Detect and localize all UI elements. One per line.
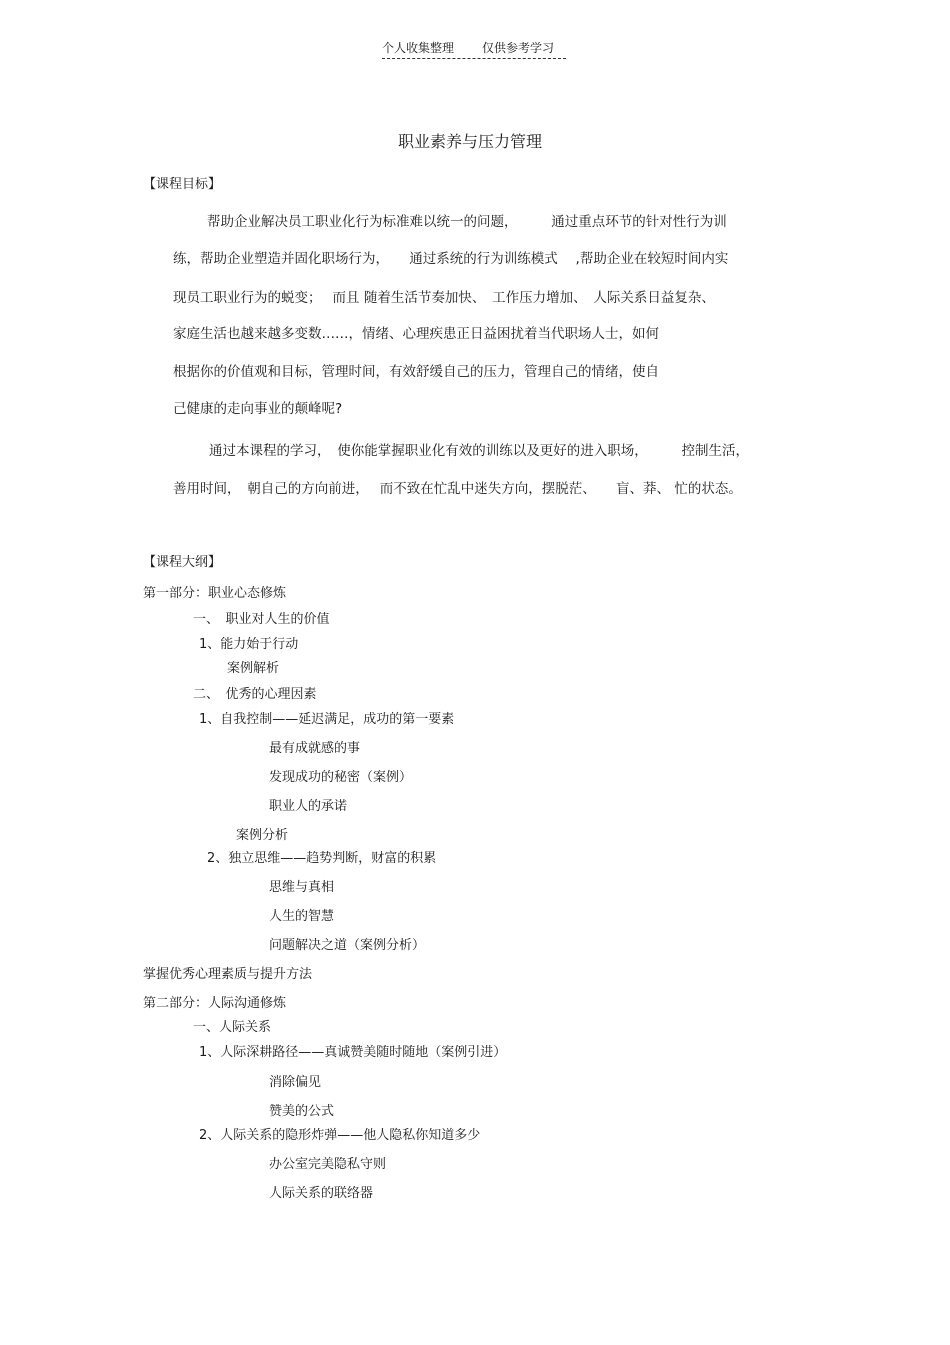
objectives-line: 善用时间， 朝自己的方向前进， 而不致在忙乱中迷失方向，摆脱茫、 盲、莽、 忙的状态。 (173, 481, 742, 497)
header-left-text: 个人收集整理 (382, 41, 455, 55)
outline-part: 第一部分：职业心态修炼 (143, 586, 287, 601)
document-title: 职业素养与压力管理 (397, 132, 542, 151)
objectives-line: 练，帮助企业塑造并固化职场行为， 通过系统的行为训练模式 ,帮助企业在较短时间内实 (173, 251, 729, 267)
outline-subitem: 办公室完美隐私守则 (269, 1157, 387, 1172)
outline-subitem: 案例分析 (236, 828, 289, 843)
outline-item: 2、独立思维——趋势判断，财富的积累 (207, 851, 437, 866)
outline-subitem: 最有成就感的事 (269, 741, 361, 756)
outline-subitem: 人生的智慧 (269, 909, 335, 924)
objectives-line: 帮助企业解决员工职业化行为标准难以统一的问题， 通过重点环节的针对性行为训 (207, 214, 727, 230)
outline-subitem: 案例解析 (227, 661, 280, 676)
outline-chapter: 一、人际关系 (193, 1020, 272, 1035)
outline-part: 第二部分：人际沟通修炼 (143, 996, 287, 1011)
outline-subitem: 职业人的承诺 (269, 799, 348, 814)
outline-item: 1、能力始于行动 (199, 637, 299, 652)
outline-subitem: 问题解决之道（案例分析） (269, 938, 426, 953)
outline-subitem: 消除偏见 (269, 1075, 322, 1090)
page-header (382, 40, 566, 59)
outline-subitem: 思维与真相 (269, 880, 335, 895)
objectives-line: 根据你的价值观和目标，管理时间，有效舒缓自己的压力，管理自己的情绪，使自 (173, 364, 659, 380)
outline-subitem: 人际关系的联络器 (269, 1186, 374, 1201)
objectives-line: 通过本课程的学习， 使你能掌握职业化有效的训练以及更好的进入职场， 控制生活， (209, 443, 749, 459)
objectives-line: 己健康的走向事业的颠峰呢? (173, 401, 343, 417)
outline-chapter: 二、 优秀的心理因素 (193, 687, 317, 702)
outline-heading: 【课程大纲】 (143, 555, 222, 570)
outline-item: 2、人际关系的隐形炸弹——他人隐私你知道多少 (199, 1128, 481, 1143)
outline-subitem: 发现成功的秘密（案例） (269, 770, 413, 785)
outline-subitem: 赞美的公式 (269, 1104, 335, 1119)
outline-item: 1、人际深耕路径——真诚赞美随时随地（案例引进） (199, 1045, 507, 1060)
header-right-text: 仅供参考学习 (482, 41, 555, 55)
objectives-line: 家庭生活也越来越多变数……，情绪、心理疾患正日益困扰着当代职场人士，如何 (173, 326, 659, 342)
outline-part: 掌握优秀心理素质与提升方法 (143, 967, 313, 982)
objectives-line: 现员工职业行为的蜕变； 而且 随着生活节奏加快、 工作压力增加、 人际关系日益复杂、 (173, 290, 715, 306)
objectives-heading: 【课程目标】 (143, 177, 222, 192)
outline-item: 1、自我控制——延迟满足，成功的第一要素 (199, 712, 455, 727)
outline-chapter: 一、 职业对人生的价值 (193, 612, 330, 627)
